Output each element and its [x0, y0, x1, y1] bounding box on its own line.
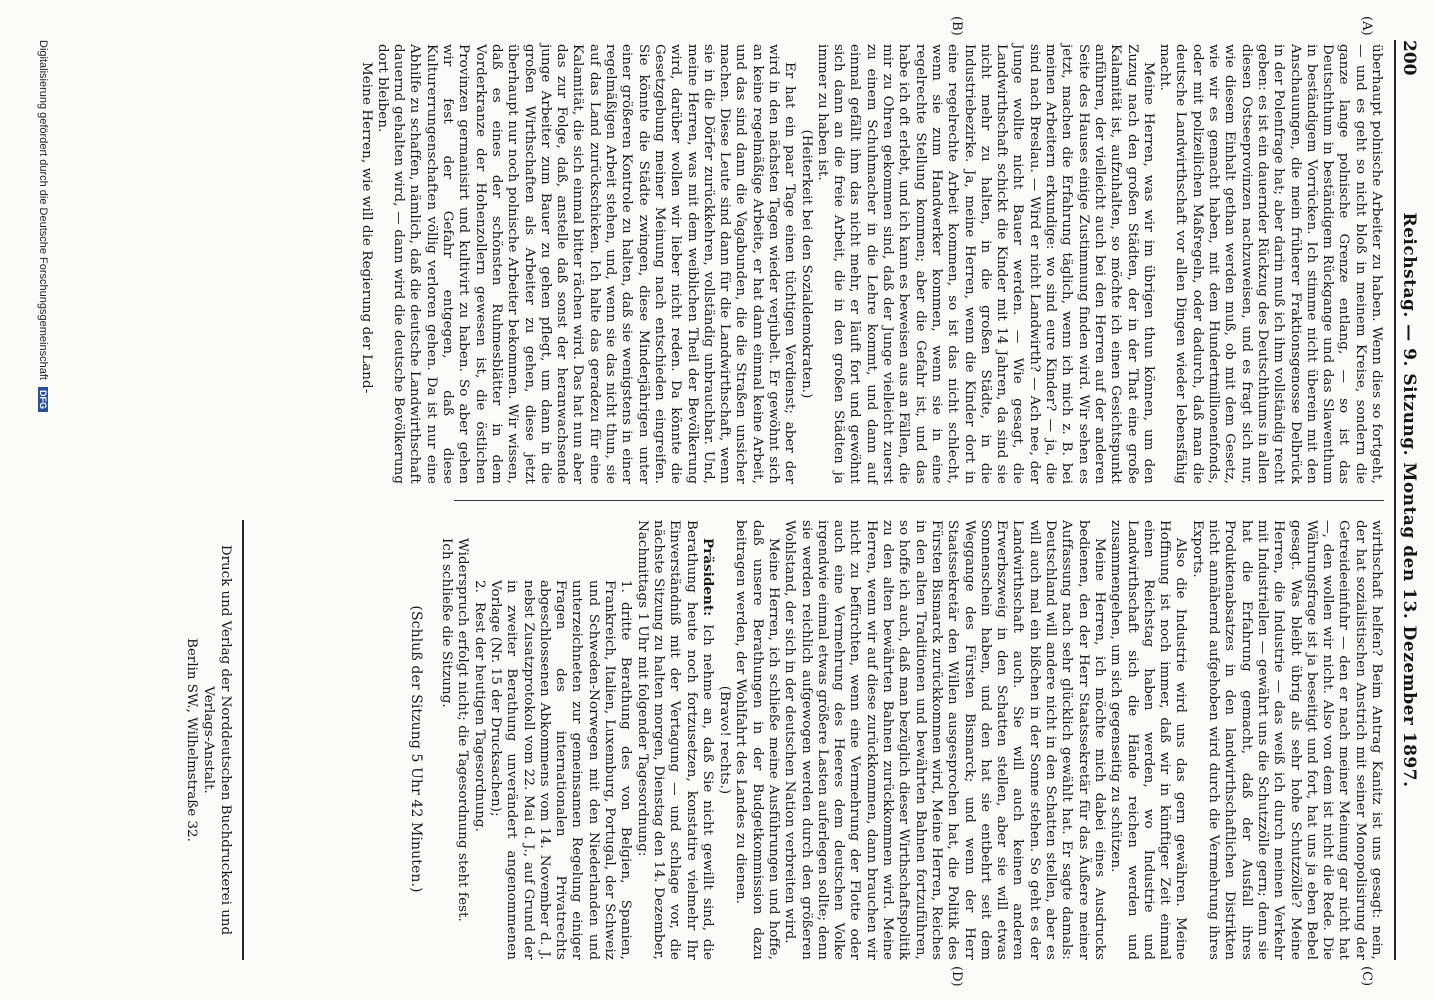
imprint-line: Berlin SW., Wilhelmstraße 32. [184, 638, 199, 842]
paragraph: Also die Industrie wird uns das gern gewähren. Meine Hoffnung ist noch immer, daß wir in künftiger Zeit einmal einen Reichstag haben werden, wo Industrie und Landwirthschaft sich die Hände reichen werden und zusammengehen, um sich gegenseitig zu schützen. [1108, 520, 1189, 960]
paragraph: Widerspruch erfolgt nicht; die Tagesordnung steht fest. [455, 538, 471, 922]
agenda-item [487, 580, 634, 960]
paragraph: Er hat ein paar Tage einen tüchtigen Verdienst; aber der wird in den nächsten Tagen wieder verjubelt. Er gewöhnt sich an keine regelmäßige Arbeite, er hat dann einmal keine Arbeit, und das sind dann die Vagabunden, die die Straßen unsicher machen. Diese Leute sind dann für die Landwirthschaft, wenn sie in die Dörfer zurückkehren, vollständig unbrauchbar. Und, meine Herren, was mit dem weiblichen Theil der Bevölkerung wird, darüber wollen wir lieber nicht reden. Da könnte die Gesetzgebung meiner Meinung nach entschieden eingreifen. Sie könnte die Städte zwingen, diese Minderjährigen unter einer größeren Kontrole zu halten, daß sie wenigstens in einer regelmäßigen Arbeit stehen, und, wenn sie das nicht thun, sie auf das Land zurückschicken. Ich halte das geradezu für eine Kalamität, die sich einmal bitter rächen wird. Das hat nun aber das zur Folge, daß, anstelle daß sonst der heranwachsende junge Arbeiter zum Bauer zu gehen pflegt, um dann in die großen Wirthschaften als Arbeiter zu gehen, diese jetzt überhaupt nur noch polnische Arbeiter bekommen. Wir wissen, daß es eines der schönsten Ruhmesblätter in dem Vorderkranze der Hohenzollern gewesen ist, die östlichen Provinzen germanisirt und kultivirt zu haben. So aber gehen wir fest der Gefahr entgegen, daß diese Kulturerrungenschaften völlig verloren gehen. Da ist nur eine Abhilfe zu schaffen, nämlich, daß die deutsche Landwirthschaft dauernd gehalten wird, — dann wird die deutsche Bevölkerung dort bleiben. [374, 44, 798, 484]
digitization-text: Digitalisierung gefördert durch die Deutsche Forschungsgemeinschaft [37, 40, 49, 380]
president-statement [633, 520, 715, 960]
agenda-text: dritte Berathung des von Belgien, Spanien, Frankreich, Italien, Luxemburg, Portugal, der Schweiz und Schweden-Norwegen mit den Niederlanden und unterzeichneten zur gemeinsamen Regelung einiger Fragen des internationalen Privatrechts abgeschlossenen Abkommens vom 14. November d. J. nebst Zusatzprotokoll vom 22. Mai d. J., auf Grund der in zweiter Berathung unverändert angenommenen Vorlage (Nr. 15 der Drucksachen); [487, 580, 634, 960]
left-column [357, 44, 1384, 484]
agenda-number: 2. [471, 580, 487, 593]
imprint-line: Druck und Verlag der Norddeutschen Buchdruckerei und Verlags-Anstalt. [201, 544, 233, 936]
page-number: 200 [1399, 40, 1419, 76]
dfg-logo-icon: DFG [38, 387, 48, 412]
agenda-item [470, 580, 486, 960]
digitization-note [37, 40, 49, 412]
speaker-label: Präsident: [699, 538, 716, 617]
president-text: Ich nehme an, daß Sie nicht gewillt sind, die Berathung heute noch fortzusetzen, konstatire vielmehr Ihr Einverständniß mit der Vertagung — und schlage vor, die nächste Sitzung zu halten morgen, Dienstag den 14. Dezember, Nachmittags 1 Uhr mit folgender Tagesordnung: [634, 520, 715, 961]
margin-marker-b: (B) [949, 16, 964, 36]
interjection: (Heiterkeit bei den Sozialdemokraten.) [798, 129, 814, 399]
paragraph: Meine Herren, was wir im übrigen thun können, um den Zuzug nach den großen Städten, der in der That eine große Kalamität ist, aufzuhalten, so möchte ich einen Gesichtspunkt anführen, der vielleicht auch bei den Herren auf der anderen Seite des Hauses einige Zustimmung finden wird. Wir sehen es jetzt, machen die Erfahrung täglich, wenn ich mich z. B. bei meinen Arbeitern erkundige: wo sind eure Kinder? — ja, die sind nach Breslau. — Wird er nicht Landwirth? — Ach nee, der Junge wollte nicht Bauer werden. — Wie gesagt, die Landwirthschaft schickt die Kinder mit 14 Jahren, da sind sie nicht mehr zu halten, in die großen Städte, in die Industriebezirke. Ja, meine Herren, wenn die Kinder dort in eine regelrechte Arbeit kommen, so ist das nicht schlecht, wenn sie zum Handwerker kommen, wenn sie in eine regelrechte Stellung kommen; aber die Gefahr ist, und das habe ich oft erlebt, und ich kann es beweisen aus an Fällen, die mir zu Ohren gekommen sind, daß der Junge vielleicht zuerst zu einem Schuhmacher in die Lehre kommt, und dann auf einmal gefällt ihm das nicht mehr, er läuft fort und gewöhnt sich dann an die freie Arbeit, die in den großen Städten ja immer zu haben ist. [814, 44, 1156, 484]
column-divider [454, 500, 1384, 501]
session-end: (Schluß der Sitzung 5 Uhr 42 Minuten.) [407, 605, 424, 893]
agenda-number: 1. [618, 580, 634, 593]
paragraph: Meine Herren, ich möchte mich dabei eines Ausdrucks bedienen, den der Herr Staatssekretär für das Äußere meiner Auffassung nach sehr glücklich gewählt hat. Er sagte damals: Deutschland will andere nicht in den Schatten stellen, aber es will auch mal ein bißchen in der Sonne stehen. So geht es der Landwirthschaft auch. Sie will auch keinen anderen Erwerbszweig in den Schatten stellen, aber sie will etwas Sonnenschein haben, und den hat sie entbehrt seit dem Weggange des Fürsten Bismarck; und wenn der Herr Staatssekretär den Willen ausgesprochen hat, die Politik des Fürsten Bismarck zurückkommen wird, Meine Herren, Reiches in den alten Traditionen und bewährten Bahnen fortzuführen, so hoffe ich auch, daß man bezüglich dieser Wirthschaftspolitik zu den alten bewährten Bahnen zurückkommen wird. Meine Herren, wenn wir auf diese zurückkommen, dann brauchen wir nicht zu befürchten, wenn eine Vermehrung der Flotte oder auch eine Vermehrung des Heeres dem deutschen Volke irgendwie einmal etwas größere Lasten auferlegen sollte; denn sie werden reichlich aufgewogen werden durch den größeren Wohlstand, der sich in der deutschen Nation verbreiten wird. [782, 520, 1107, 960]
paragraph: Meine Herren, ich schließe meine Ausführungen und hoffe, daß unsere Berathungen in der Budgetkommission dazu beitragen werden, der Wohlfahrt des Landes zu dienen. [733, 520, 782, 960]
paragraph: überhaupt polnische Arbeiter zu haben. Wenn dies so fortgeht, — und es geht so nicht bloß in meinem Kreise, sondern die ganze lange polnische Grenze entlang, — so ist das Deutschthum in beständigem Rückgange und das Slawenthum in beständigem Vorrücken. Ich stimme nicht überein mit den Anschauungen, die mein früherer Fraktionsgenosse Delbrück in der Polenfrage hat; aber darin muß ich ihm vollständig recht geben: es ist ein dauernder Rückzug des Deutschthums in allen diesen Ostseeprovinzen nachzuweisen, und es fragt sich nur, wie diesem Einhalt gethan werden muß, ob mit dem Gesetz, wie wir es gemacht haben, mit dem Hundertmillionenfonds, oder mit polizeilichen Maßregeln, oder dadurch, daß man die deutsche Landwirthschaft vor allen Dingen wieder lebensfähig macht. [1157, 44, 1384, 484]
margin-marker-c: (C) [1359, 966, 1374, 987]
margin-marker-a: (A) [1359, 16, 1374, 36]
right-column [407, 520, 1384, 960]
running-title: Reichstag. — 9. Sitzung. Montag den 13. Dezember 1897. [1399, 212, 1419, 788]
paragraph: wirthschaft helfen? Beim Antrag Kanitz ist uns gesagt: nein, der hat sozialistischen Anstrich mit seiner Monopolisirung der Getreideeinfuhr — den er nach meiner Meinung gar nicht hat —, den wollen wir nicht. Also von dem ist nicht die Rede. Die Währungsfrage ist ja beseitigt und fort, hat uns ja eben Bebel gesagt. Was bleibt übrig als sehr hohe Schutzzölle? Meine Herren, die Industrie — das weiß ich durch meinen Verkehr mit Industriellen — gewährt uns die Schutzzölle gern; denn sie hat die Erfahrung gemacht, daß der Ausfall ihres Produktenabsatzes in den landwirthschaftlichen Distrikten nicht annähernd aufgehoben wird durch die Vermehrung ihres Exports. [1189, 520, 1384, 960]
paragraph: Meine Herren, wie will die Regierung der Land- [358, 62, 374, 394]
imprint-footer [183, 520, 244, 960]
agenda-list [470, 580, 633, 960]
agenda-text: Rest der heutigen Tagesordnung. [471, 602, 487, 832]
paragraph: Ich schließe die Sitzung. [439, 538, 455, 708]
margin-marker-d: (D) [949, 966, 964, 987]
page-header [1394, 40, 1422, 960]
interjection: (Bravo! rechts.) [717, 685, 733, 795]
